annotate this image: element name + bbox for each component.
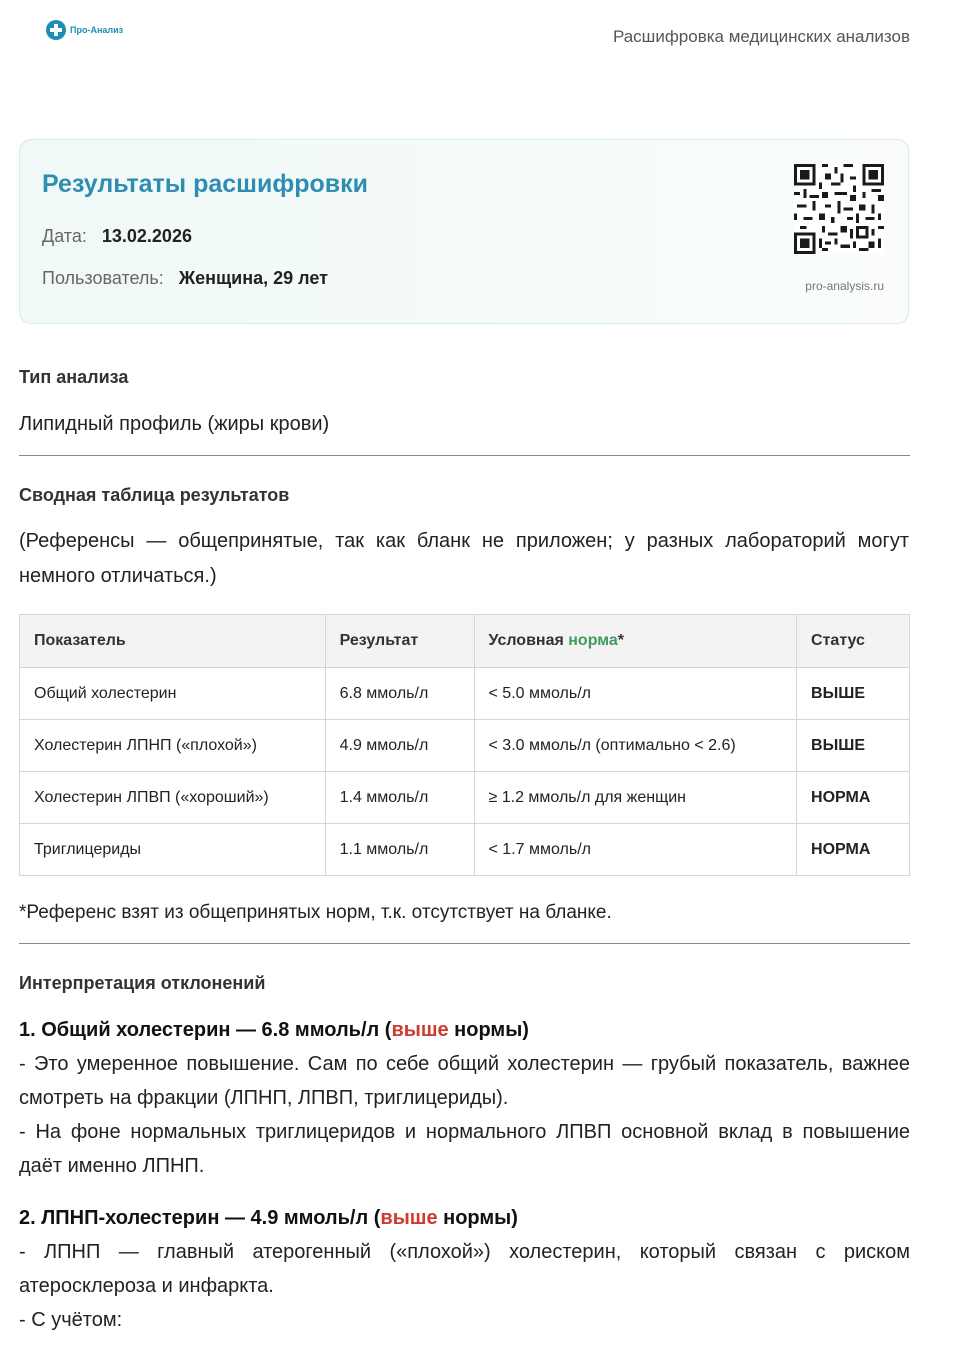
norm-header-suffix: *	[617, 632, 625, 649]
summary-heading: Сводная таблица результатов	[19, 485, 290, 505]
title-suffix: нормы)	[437, 1207, 518, 1229]
date-label: Дата:	[42, 226, 87, 246]
norm-header-word: норма	[568, 632, 618, 649]
interpretation-line: - ЛПНП — главный атерогенный («плохой») холестерин, который связан с риском атеросклероза и инфаркта.	[19, 1241, 910, 1297]
interpretation-line: - С учётом:	[19, 1309, 123, 1331]
user-row	[42, 268, 328, 289]
col-header-result: Результат	[325, 615, 474, 668]
interpretation-heading: Интерпретация отклонений	[19, 973, 266, 993]
interpretation-line: - Это умеренное повышение. Сам по себе общий холестерин — грубый показатель, важнее смотреть на фракции (ЛПНП, ЛПВП, триглицериды).	[19, 1053, 910, 1109]
qr-url[interactable]: pro-analysis.ru	[805, 279, 884, 293]
col-header-indicator: Показатель	[20, 615, 326, 668]
title-highlight: выше	[380, 1207, 438, 1229]
cell-result: 1.1 ммоль/л	[325, 824, 474, 876]
interpretation-item-title	[19, 1013, 910, 1047]
col-header-norm	[474, 615, 797, 668]
cell-status: ВЫШЕ	[797, 668, 910, 720]
table-row	[20, 772, 910, 824]
interpretation-line: - На фоне нормальных триглицеридов и нормального ЛПВП основной вклад в повышение даёт именно ЛПНП.	[19, 1121, 910, 1177]
user-value: Женщина, 29 лет	[178, 268, 328, 288]
title-suffix: нормы)	[448, 1019, 529, 1041]
norm-header-prefix: Условная	[488, 632, 569, 649]
card-title: Результаты расшифровки	[42, 170, 369, 198]
site-logo[interactable]	[46, 20, 123, 40]
site-tagline: Расшифровка медицинских анализов	[612, 27, 910, 46]
interpretation-item	[19, 1201, 910, 1337]
cell-status: НОРМА	[797, 772, 910, 824]
table-header-row	[20, 615, 910, 668]
summary-note: (Референсы — общепринятые, так как бланк не приложен; у разных лабораторий могут немного отличаться.)	[19, 530, 909, 587]
interpretation-item-title	[19, 1201, 910, 1235]
title-prefix: 1. Общий холестерин — 6.8 ммоль/л (	[19, 1019, 392, 1041]
cell-norm: ≥ 1.2 ммоль/л для женщин	[474, 772, 797, 824]
cell-indicator: Триглицериды	[20, 824, 326, 876]
user-label: Пользователь:	[42, 268, 164, 288]
title-highlight: выше	[391, 1019, 449, 1041]
table-row	[20, 720, 910, 772]
logo-text: Про-Анализ	[70, 25, 124, 35]
date-row	[42, 226, 192, 247]
cell-status: ВЫШЕ	[797, 720, 910, 772]
cell-result: 6.8 ммоль/л	[325, 668, 474, 720]
cell-result: 4.9 ммоль/л	[325, 720, 474, 772]
page-header	[0, 0, 956, 80]
cell-indicator: Холестерин ЛПНП («плохой»)	[20, 720, 326, 772]
divider	[19, 455, 910, 456]
cell-result: 1.4 ммоль/л	[325, 772, 474, 824]
table-row	[20, 824, 910, 876]
cell-status: НОРМА	[797, 824, 910, 876]
cell-indicator: Холестерин ЛПВП («хороший»)	[20, 772, 326, 824]
analysis-type-heading: Тип анализа	[19, 367, 129, 387]
col-header-status: Статус	[797, 615, 910, 668]
table-footnote: *Референс взят из общепринятых норм, т.к. отсутствует на бланке.	[19, 902, 612, 923]
cell-norm: < 5.0 ммоль/л	[474, 668, 797, 720]
cell-norm: < 3.0 ммоль/л (оптимально < 2.6)	[474, 720, 797, 772]
cell-norm: < 1.7 ммоль/л	[474, 824, 797, 876]
date-value: 13.02.2026	[101, 226, 192, 246]
analysis-type-value: Липидный профиль (жиры крови)	[19, 413, 330, 435]
results-card	[19, 139, 909, 324]
title-prefix: 2. ЛПНП-холестерин — 4.9 ммоль/л (	[19, 1207, 381, 1229]
divider	[19, 943, 910, 944]
interpretation-item	[19, 1013, 910, 1183]
medical-cross-icon	[46, 20, 66, 40]
results-table	[19, 614, 910, 876]
qr-code-icon[interactable]	[794, 164, 884, 254]
cell-indicator: Общий холестерин	[20, 668, 326, 720]
table-row	[20, 668, 910, 720]
